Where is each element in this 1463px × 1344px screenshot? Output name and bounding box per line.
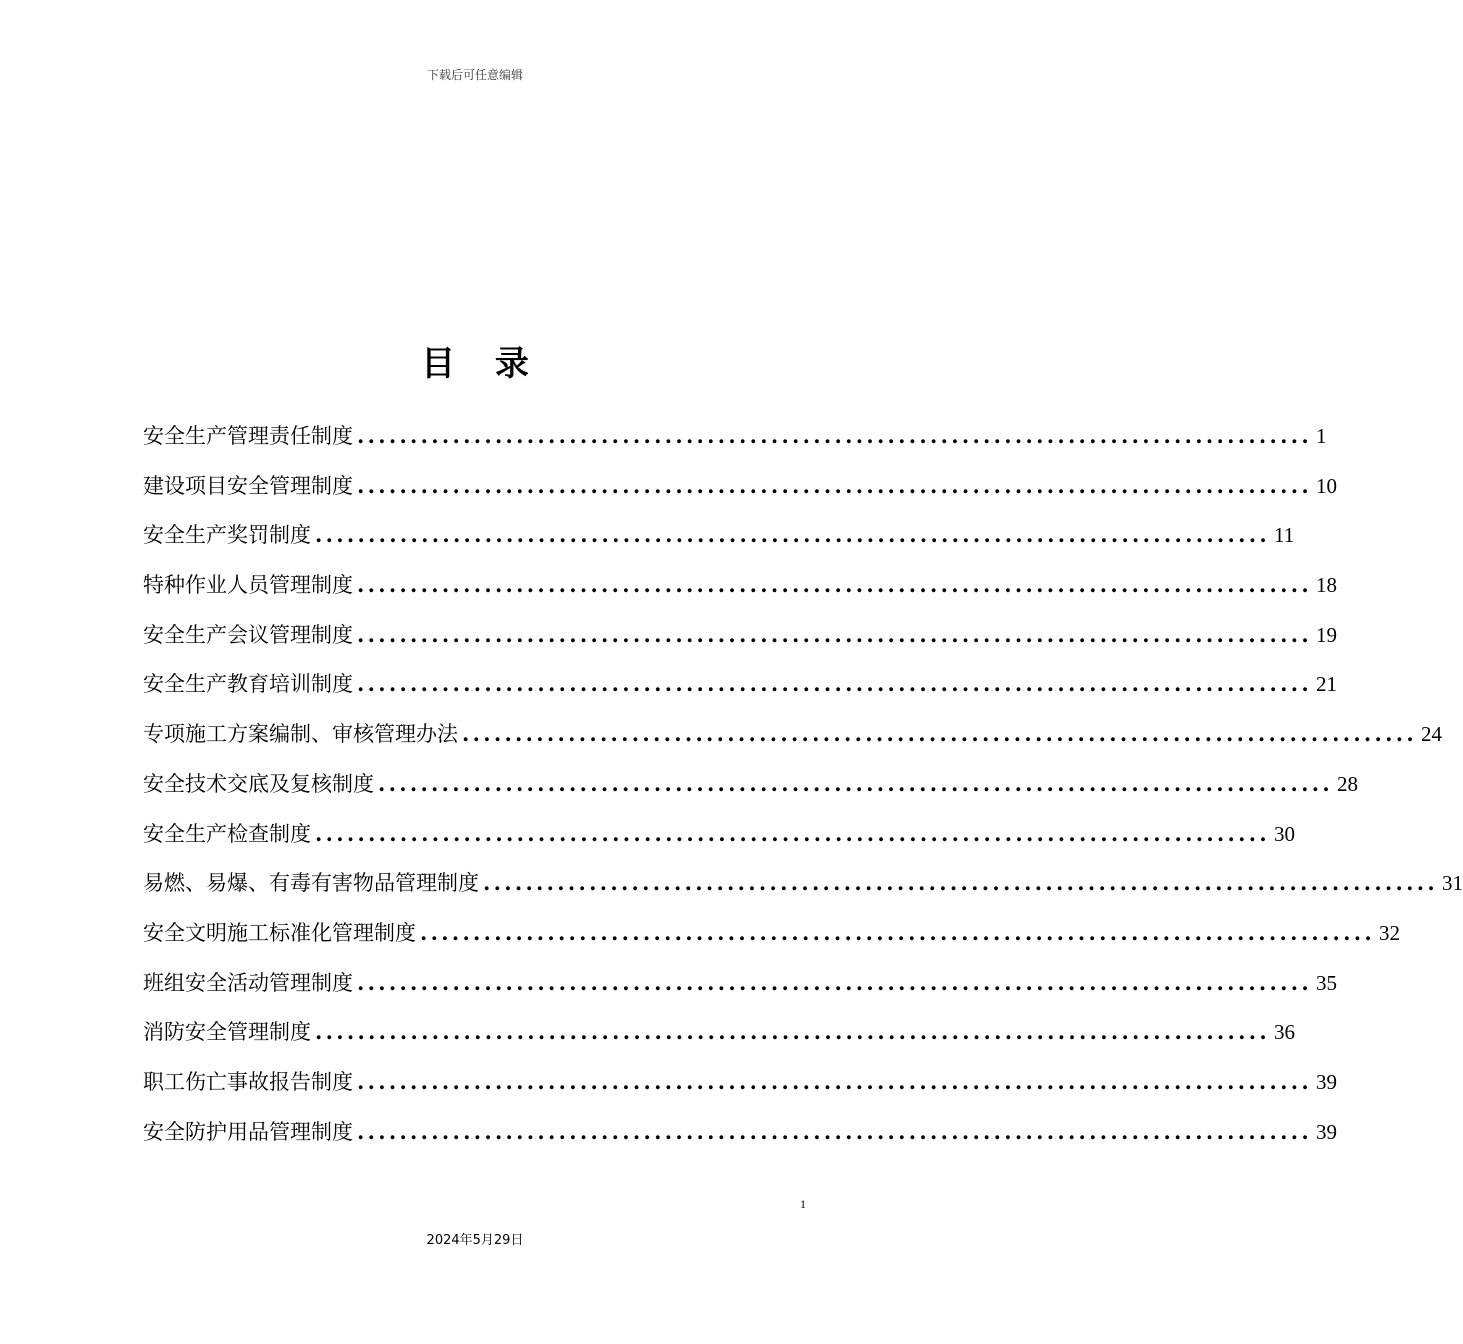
dot-leader: .......................................................................................... bbox=[315, 820, 1270, 846]
toc-entry[interactable] bbox=[143, 718, 1442, 768]
toc-entry-title: 安全生产奖罚制度 bbox=[143, 523, 311, 548]
dot-leader: .......................................................................................... bbox=[483, 870, 1438, 896]
table-of-contents bbox=[143, 420, 1463, 1165]
toc-entry-title: 专项施工方案编制、审核管理办法 bbox=[143, 722, 458, 747]
toc-entry-page: 19 bbox=[1316, 622, 1337, 647]
toc-entry[interactable] bbox=[143, 867, 1463, 917]
toc-entry-page: 39 bbox=[1316, 1069, 1337, 1094]
page-number: 1 bbox=[800, 1197, 806, 1211]
toc-entry-title: 安全技术交底及复核制度 bbox=[143, 771, 374, 796]
toc-entry[interactable] bbox=[143, 569, 1337, 619]
toc-title: 目 录 bbox=[421, 344, 543, 384]
toc-entry-title: 安全生产会议管理制度 bbox=[143, 622, 353, 647]
toc-entry[interactable] bbox=[143, 470, 1337, 520]
toc-entry[interactable] bbox=[143, 818, 1295, 868]
toc-entry-title: 安全文明施工标准化管理制度 bbox=[143, 920, 416, 945]
toc-entry[interactable] bbox=[143, 1016, 1295, 1066]
toc-entry-page: 31 bbox=[1442, 871, 1463, 896]
dot-leader: .......................................................................................... bbox=[357, 572, 1312, 598]
toc-entry[interactable] bbox=[143, 1116, 1337, 1166]
toc-entry-title: 安全生产检查制度 bbox=[143, 821, 311, 846]
toc-entry[interactable] bbox=[143, 519, 1295, 569]
toc-entry-page: 21 bbox=[1316, 672, 1337, 697]
toc-entry-page: 10 bbox=[1316, 473, 1337, 498]
dot-leader: .......................................................................................... bbox=[462, 721, 1417, 747]
dot-leader: .......................................................................................... bbox=[378, 770, 1333, 796]
toc-entry-title: 特种作业人员管理制度 bbox=[143, 573, 353, 598]
toc-entry[interactable] bbox=[143, 1066, 1337, 1116]
toc-entry[interactable] bbox=[143, 917, 1400, 967]
toc-entry[interactable] bbox=[143, 768, 1358, 818]
toc-entry-page: 11 bbox=[1274, 523, 1295, 548]
toc-entry-page: 35 bbox=[1316, 970, 1337, 995]
toc-entry-title: 职工伤亡事故报告制度 bbox=[143, 1069, 353, 1094]
dot-leader: .......................................................................................... bbox=[357, 1068, 1312, 1094]
toc-entry-title: 消防安全管理制度 bbox=[143, 1020, 311, 1045]
toc-entry[interactable] bbox=[143, 420, 1327, 470]
toc-entry-page: 30 bbox=[1274, 821, 1295, 846]
header-note: 下载后可任意编辑 bbox=[426, 68, 523, 82]
toc-entry-title: 班组安全活动管理制度 bbox=[143, 970, 353, 995]
dot-leader: .......................................................................................... bbox=[420, 919, 1375, 945]
footer-date: 2024年5月29日 bbox=[426, 1233, 524, 1248]
toc-entry-title: 安全生产教育培训制度 bbox=[143, 672, 353, 697]
toc-entry[interactable] bbox=[143, 967, 1337, 1017]
toc-entry-title: 易燃、易爆、有毒有害物品管理制度 bbox=[143, 871, 479, 896]
dot-leader: .......................................................................................... bbox=[357, 472, 1312, 498]
dot-leader: .......................................................................................... bbox=[357, 671, 1312, 697]
toc-entry-page: 36 bbox=[1274, 1020, 1295, 1045]
toc-entry-page: 32 bbox=[1379, 920, 1400, 945]
toc-entry-title: 建设项目安全管理制度 bbox=[143, 473, 353, 498]
toc-entry[interactable] bbox=[143, 619, 1337, 669]
dot-leader: .......................................................................................... bbox=[357, 423, 1312, 448]
toc-entry-page: 18 bbox=[1316, 573, 1337, 598]
toc-entry[interactable] bbox=[143, 668, 1337, 718]
dot-leader: .......................................................................................... bbox=[357, 969, 1312, 995]
dot-leader: .......................................................................................... bbox=[357, 1118, 1312, 1144]
dot-leader: .......................................................................................... bbox=[357, 621, 1312, 647]
toc-entry-page: 28 bbox=[1337, 771, 1358, 796]
toc-entry-title: 安全生产管理责任制度 bbox=[143, 424, 353, 448]
toc-entry-title: 安全防护用品管理制度 bbox=[143, 1119, 353, 1144]
toc-entry-page: 24 bbox=[1421, 722, 1442, 747]
toc-entry-page: 1 bbox=[1316, 424, 1327, 448]
toc-entry-page: 39 bbox=[1316, 1119, 1337, 1144]
dot-leader: .......................................................................................... bbox=[315, 522, 1270, 548]
dot-leader: .......................................................................................... bbox=[315, 1019, 1270, 1045]
